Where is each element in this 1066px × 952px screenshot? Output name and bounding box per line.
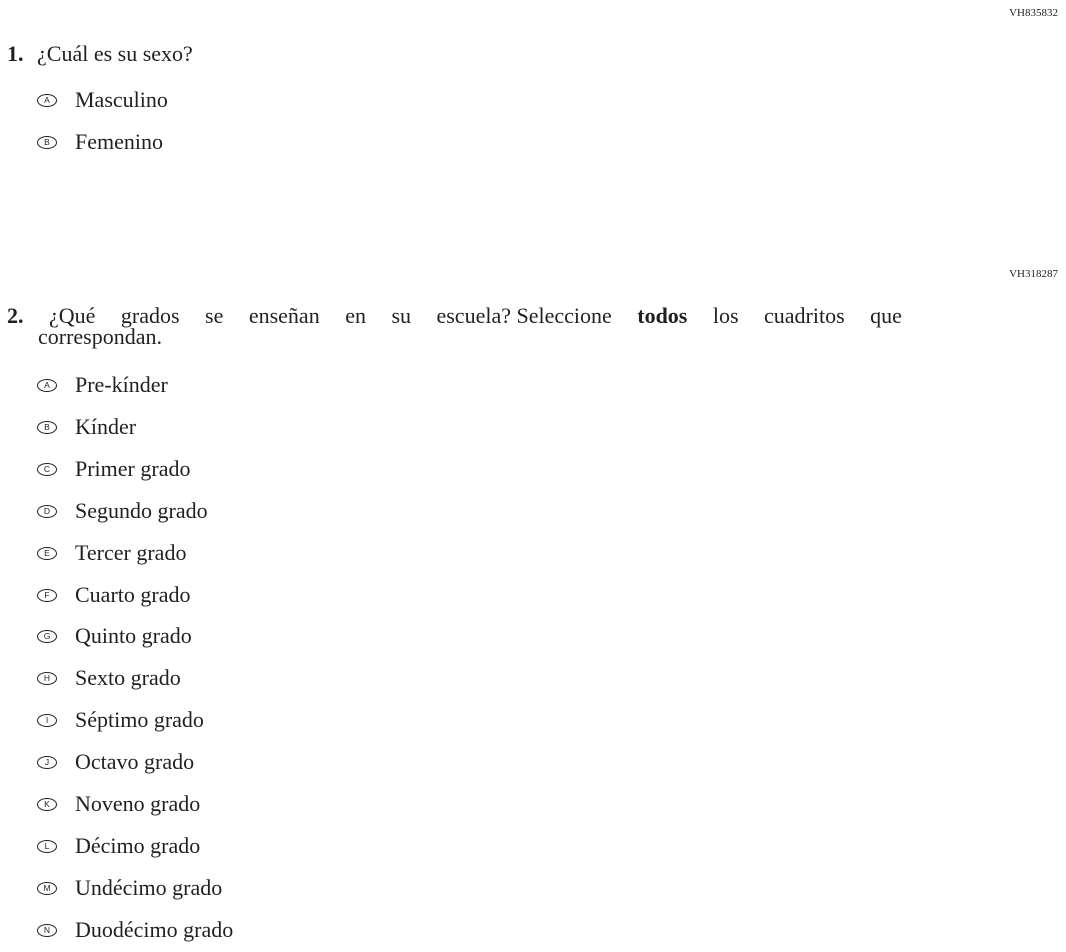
option-label: Quinto grado (75, 623, 192, 648)
answer-bubble-icon[interactable]: H (37, 672, 57, 685)
answer-bubble-icon[interactable]: I (37, 714, 57, 727)
answer-bubble-icon[interactable]: B (37, 421, 57, 434)
option-grade[interactable] (37, 539, 186, 567)
option-label: Noveno grado (75, 791, 201, 816)
option-grade[interactable] (37, 874, 222, 902)
option-grade[interactable] (37, 371, 168, 399)
option-grade[interactable] (37, 706, 204, 734)
question-word: se (205, 303, 224, 328)
question-word: ¿Qué (48, 303, 96, 328)
option-label: Masculino (75, 87, 168, 112)
question-word: su (391, 303, 411, 328)
option-label: Kínder (75, 414, 137, 439)
option-grade[interactable] (37, 455, 190, 483)
option-label: Cuarto grado (75, 582, 191, 607)
question-text-line-2: correspondan. (38, 324, 163, 349)
option-label: Pre-kínder (75, 372, 168, 397)
answer-bubble-icon[interactable]: A (37, 94, 57, 107)
question-number: 1. (7, 41, 24, 66)
answer-bubble-icon[interactable]: E (37, 547, 57, 560)
option-grade[interactable] (37, 832, 200, 860)
answer-bubble-icon[interactable]: B (37, 136, 57, 149)
question-word: los (712, 303, 739, 328)
option-grade[interactable] (37, 748, 194, 776)
answer-bubble-icon[interactable]: A (37, 379, 57, 392)
option-grade[interactable] (37, 916, 233, 944)
question-word: en (345, 303, 366, 328)
option-label: Octavo grado (75, 749, 195, 774)
option-label: Femenino (75, 129, 163, 154)
option-label: Séptimo grado (75, 707, 204, 732)
answer-bubble-icon[interactable]: F (37, 589, 57, 602)
option-grade[interactable] (37, 664, 181, 692)
option-grade[interactable] (37, 581, 190, 609)
answer-bubble-icon[interactable]: G (37, 630, 57, 643)
option-grade[interactable] (37, 622, 192, 650)
question-emphasis: todos (637, 303, 688, 328)
item-id-q1: VH835832 (1009, 7, 1058, 19)
option-grade[interactable] (37, 790, 200, 818)
answer-bubble-icon[interactable]: J (37, 756, 57, 769)
question-text: ¿Cuál es su sexo? (37, 41, 193, 66)
answer-bubble-icon[interactable]: K (37, 798, 57, 811)
option-label: Primer grado (75, 456, 191, 481)
item-id-q2: VH318287 (1009, 268, 1058, 280)
question-1 (7, 41, 193, 67)
option-grade[interactable] (37, 413, 136, 441)
option-femenino[interactable] (37, 128, 163, 156)
option-label: Undécimo grado (75, 875, 223, 900)
answer-bubble-icon[interactable]: M (37, 882, 57, 895)
option-label: Sexto grado (75, 665, 181, 690)
option-label: Tercer grado (75, 540, 187, 565)
question-number: 2. (7, 303, 24, 328)
option-grade[interactable] (37, 497, 208, 525)
answer-bubble-icon[interactable]: L (37, 840, 57, 853)
answer-bubble-icon[interactable]: D (37, 505, 57, 518)
option-masculino[interactable] (37, 86, 168, 114)
answer-bubble-icon[interactable]: N (37, 924, 57, 937)
question-2 (7, 303, 902, 350)
answer-bubble-icon[interactable]: C (37, 463, 57, 476)
option-label: Décimo grado (75, 833, 201, 858)
question-word: que (870, 303, 902, 328)
question-word: enseñan (248, 303, 320, 328)
option-label: Segundo grado (75, 498, 208, 523)
question-word: grados (120, 303, 180, 328)
question-word: cuadritos (764, 303, 845, 328)
option-label: Duodécimo grado (75, 917, 234, 942)
question-word: escuela? Seleccione (436, 303, 612, 328)
